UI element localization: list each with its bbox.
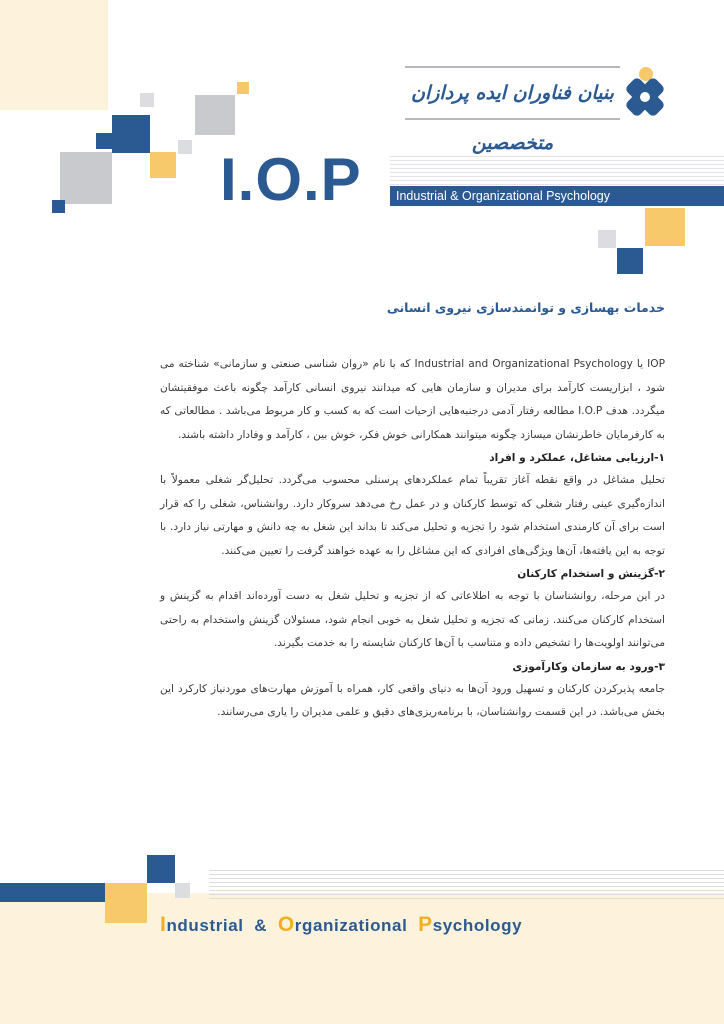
intro-paragraph: IOP یا Industrial and Organizational Psychology که با نام «روان شناسی صنعتی و سازمانی» شناخته می شود ، ابزاریست کارآمد برای مدیران و سازمان هایی که میدانند نیروی انسانی کارآمد چگونه باعث موفقیتشان میگردد. هدف I.O.P مطالعه رفتار آدمی درجنبه‌هایی ازحیات است که به کسب و کار مربوط می‌باشد . مطالعاتی که به کارفرمایان خاطرنشان میسازد چگونه میتوانند همکارانی خوش فکر، خوش بین ، کارآمد و وفادار داشته باشند. <box>160 358 665 441</box>
section-heading: ۲-گزینش و استخدام کارکنان <box>517 568 665 580</box>
section-body: تحلیل مشاغل در واقع نقطه آغاز تقریباً تمام عملکردهای پرسنلی محسوب می‌گردد. تحلیل‌گر شغلی معمولاً با اندازه‌گیری عینی رفتار شغلی که توسط کارکنان و در عمل رخ می‌دهد سروکار دارد. روانشناس، شغلی را که قرار است برای آن کارمندی استخدام شود را تجزیه و تحلیل می‌کند تا بداند این شغل به چه دانش و مهارتی نیاز دارد. با توجه به این یافته‌ها، آن‌ها ویژگی‌های افرادی که این مشاغل را به عهده خواهند گرفت را تعیین می‌کنند. <box>160 474 665 557</box>
footer-title <box>160 913 522 937</box>
corner-decoration <box>0 0 108 110</box>
article <box>160 300 665 725</box>
section-heading: ۳-ورود به سازمان وکارآموزی <box>512 660 665 673</box>
brand-name: بنیان فناوران ایده پردازان متخصصین <box>405 66 620 120</box>
header-stripes <box>390 156 724 186</box>
section-3 <box>160 656 665 725</box>
footer-word: & <box>254 916 268 935</box>
header-banner: Industrial & Organizational Psychology <box>390 186 724 206</box>
section-2 <box>160 563 665 656</box>
footer-word: Psychology <box>418 913 523 936</box>
section-1 <box>160 447 665 563</box>
section-body: در این مرحله، روانشناسان با توجه به اطلاعاتی که از تجزیه و تحلیل شغل به دست آورده‌اند اقدام به گزینش و استخدام کارکنان می‌کنند. زمانی که تجزیه و تحلیل شغل به خوبی انجام شود، مسئولان گزینش واستخدام به راحتی می‌توانند اولویت‌ها را تشخیص داده و متناسب با آن‌ها کارکنان شایسته را به خدمت بگیرند. <box>160 590 665 649</box>
footer-word: Industrial <box>160 913 244 936</box>
page-title: خدمات بهسازی و توانمندسازی نیروی انسانی <box>386 300 665 315</box>
section-body: جامعه پذیرکردن کارکنان و تسهیل ورود آن‌ها به دنیای واقعی کار، همراه با آموزش مهارت‌های موردنیاز کارکرد این بخش می‌باشد. در این قسمت روانشناسان، با برنامه‌ریزی‌های دقیق و علمی مدیران را یاری می‌رسانند. <box>160 682 665 718</box>
footer-word: Organizational <box>277 913 408 936</box>
brand-logo-icon <box>614 66 674 126</box>
section-heading: ۱-ارزیابی مشاغل، عملکرد و افراد <box>489 452 665 464</box>
iop-logo: I.O.P <box>220 146 362 213</box>
